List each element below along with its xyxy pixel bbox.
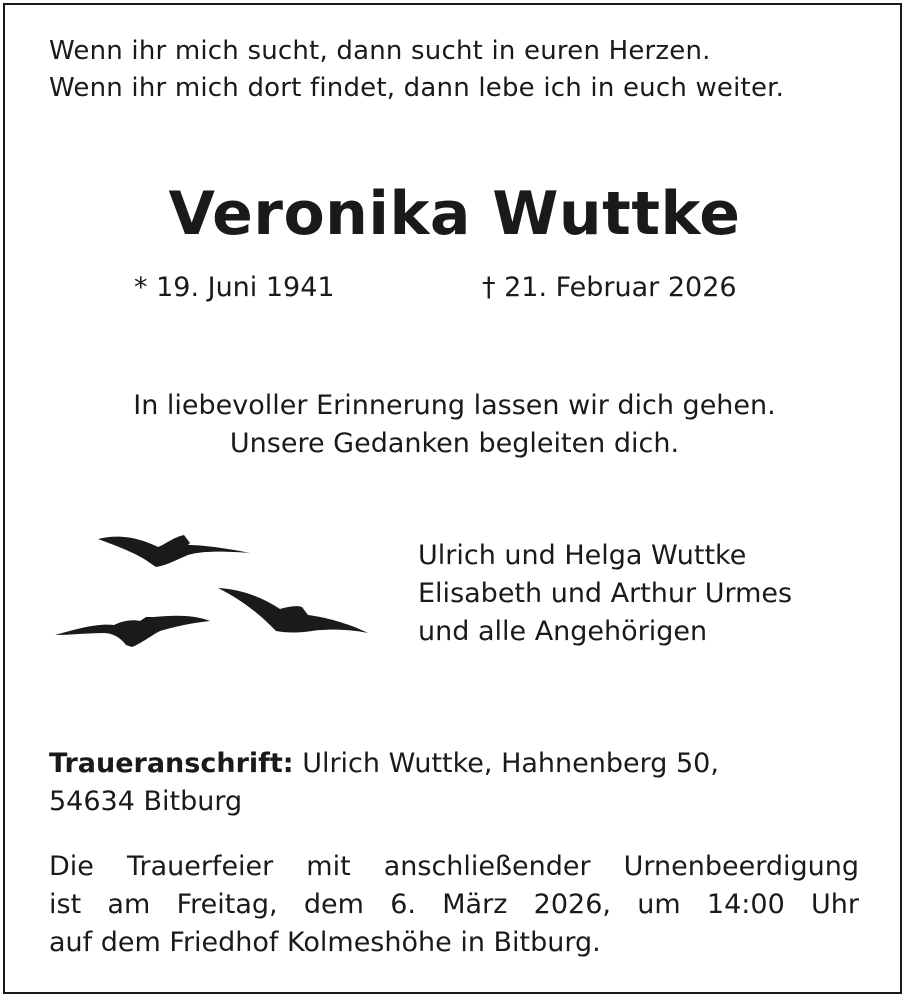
family-member: Elisabeth und Arthur Urmes xyxy=(418,578,793,609)
birth-date: * 19. Juni 1941 xyxy=(134,272,335,303)
bird-icon xyxy=(218,588,368,633)
address-label: Traueranschrift: xyxy=(49,748,294,779)
bird-icon xyxy=(55,616,210,647)
ceremony-line-1: Die Trauerfeier mit anschließender Urnenbeerdigung xyxy=(49,851,859,882)
family-member: Ulrich und Helga Wuttke xyxy=(418,540,747,571)
flying-birds-icon xyxy=(50,525,380,660)
mourning-address xyxy=(49,745,869,821)
ceremony-line-3: auf dem Friedhof Kolmeshöhe in Bitburg. xyxy=(49,927,601,958)
ceremony-line-2: ist am Freitag, dem 6. März 2026, um 14:00 Uhr xyxy=(49,889,859,920)
memory-line-2: Unsere Gedanken begleiten dich. xyxy=(229,428,680,459)
motto-line-2: Wenn ihr mich dort findet, dann lebe ich in euch weiter. xyxy=(49,73,785,103)
memory-text xyxy=(0,387,909,463)
family-member: und alle Angehörigen xyxy=(418,616,708,647)
motto xyxy=(49,33,869,107)
address-line-2: 54634 Bitburg xyxy=(49,786,243,817)
family-list xyxy=(418,537,792,651)
motto-line-1: Wenn ihr mich sucht, dann sucht in euren Herzen. xyxy=(49,36,711,66)
ceremony-info xyxy=(49,848,859,962)
bird-icon xyxy=(98,535,250,567)
deceased-name: Veronika Wuttke xyxy=(168,179,741,249)
notice-border xyxy=(3,3,902,994)
address-line-1: Ulrich Wuttke, Hahnenberg 50, xyxy=(293,748,719,779)
memory-line-1: In liebevoller Erinnerung lassen wir dich gehen. xyxy=(133,390,776,421)
death-date: † 21. Februar 2026 xyxy=(482,272,737,303)
